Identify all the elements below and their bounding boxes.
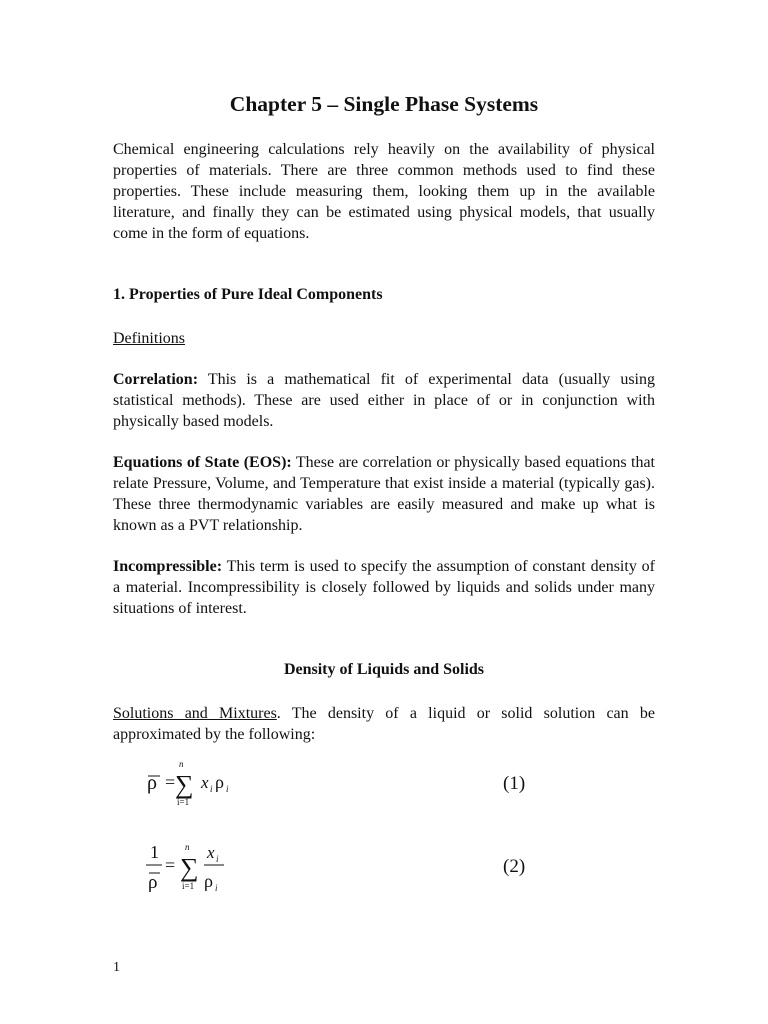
eq2-equals: =: [165, 855, 176, 875]
eq1-rho: ρ: [215, 772, 224, 792]
density-heading: Density of Liquids and Solids: [283, 661, 485, 678]
eq1-lhs-rho: ρ: [147, 772, 157, 794]
eq1-lower-limit: i=1: [177, 797, 190, 807]
eq1-equals: =: [165, 772, 176, 792]
solutions-mixtures-label: Solutions and Mixtures: [113, 705, 277, 722]
eq2-numerator-one: 1: [150, 842, 159, 862]
intro-paragraph: Chemical engineering calculations rely heavily on the availability of physical properties of materials. There are three common methods used to find these properties. These include measuring them, looking them up in the available literature, and finally they can be estimated using physical models, that usually come in the form of equations.: [113, 141, 655, 242]
eq1-sigma: ∑: [175, 770, 194, 799]
equation-1: [140, 758, 270, 810]
equation-2: [140, 838, 270, 896]
solutions-mixtures-text: . The density of a liquid or solid solution can be approximated by the following:: [113, 705, 655, 743]
definitions-label: [113, 328, 655, 349]
correlation-text: This is a mathematical fit of experimental data (usually using statistical methods). These are used either in place of or in conjunction with physically based models.: [113, 371, 655, 430]
incompressible-term: Incompressible:: [113, 558, 223, 575]
eos-definition: [113, 452, 655, 536]
equation-2-number: (2): [503, 856, 526, 877]
page-number: 1: [113, 960, 120, 975]
eq2-lower-limit: i=1: [182, 881, 195, 891]
incompressible-text: This term is used to specify the assumption of constant density of a material. Incompressibility is closely followed by liquids and solids under many situations of interest.: [113, 558, 655, 617]
correlation-term: Correlation:: [113, 371, 199, 388]
eq2-rho-sub: i: [215, 883, 218, 893]
eq2-x: x: [207, 843, 215, 862]
correlation-definition: [113, 369, 655, 432]
eos-term: Equations of State (EOS):: [113, 454, 292, 471]
eq1-x-sub: i: [210, 784, 213, 794]
eq2-upper-limit: n: [185, 842, 190, 852]
eq2-rho: ρ: [204, 871, 213, 891]
section-1-heading: 1. Properties of Pure Ideal Components: [113, 286, 383, 303]
incompressible-definition: [113, 556, 655, 619]
chapter-title: Chapter 5 – Single Phase Systems: [229, 92, 539, 116]
eos-text: These are correlation or physically based equations that relate Pressure, Volume, and Temperature that exist inside a material (typically gas). These three thermodynamic variables are easily measured and make up what is known as a PVT relationship.: [113, 454, 655, 534]
eq2-rhobar: ρ: [148, 872, 158, 893]
eq1-x: x: [201, 773, 209, 792]
definitions-label-text: Definitions: [113, 330, 185, 347]
equation-1-number: (1): [503, 773, 526, 794]
eq1-upper-limit: n: [179, 759, 184, 769]
eq1-rho-sub: i: [226, 784, 229, 794]
eq2-x-sub: i: [216, 854, 219, 864]
eq2-sigma: ∑: [180, 853, 199, 882]
solutions-mixtures-paragraph: [113, 703, 655, 745]
